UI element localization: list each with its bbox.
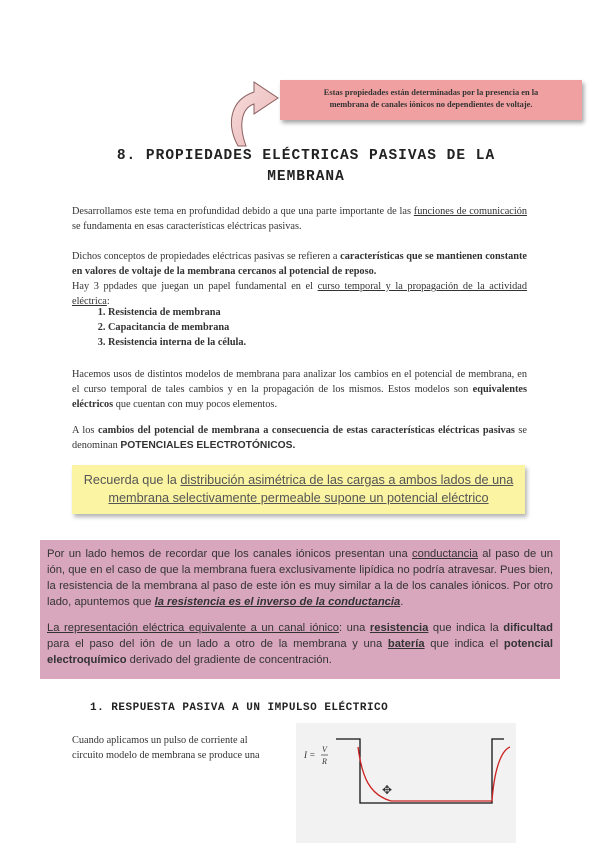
pink-text: al paso de un ión, que en el caso de que la membrana fuera exclusivamente lipídica no podría atravesar. Pues bien, la resistencia de la membrana al paso de este ión es muy similar a la de los canales iónicos. Por otro lado, apuntemos que (47, 548, 553, 608)
conductance-box (40, 540, 560, 679)
changes-bold: cambios del potencial de membrana a consecuencia de estas características eléctricas pasivas (97, 425, 515, 436)
list-item: 3. Resistencia interna de la célula. (108, 335, 246, 350)
list-item: 1. Resistencia de membrana (108, 305, 246, 320)
margin-note (280, 80, 582, 120)
pulse-line-2: circuito modelo de membrana se produce una (72, 750, 260, 761)
intro-text-b: se fundamenta en esas características eléctricas pasivas. (72, 221, 302, 232)
curved-arrow-icon (224, 78, 282, 154)
pink-text: : una (338, 622, 370, 634)
cursor-icon: ✥ (382, 783, 393, 797)
conductance-paragraph (47, 546, 553, 610)
current-pulse-trace (336, 739, 504, 803)
pink-text: derivado del gradiente de concentración. (126, 654, 332, 666)
pulse-paragraph (72, 733, 296, 763)
pulse-line-1: Cuando aplicamos un pulso de corriente al (72, 735, 248, 746)
note-line-2: membrana de canales iónicos no dependientes de voltaje. (329, 100, 533, 109)
changes-paragraph (72, 423, 527, 453)
concepts-bold: características que se mantienen constante en valores de voltaje de la membrana cercanos al potencial de reposo. (72, 251, 527, 277)
ppdades-text: Hay 3 ppdades que juegan un papel fundamental en el (72, 281, 318, 292)
models-bold: equivalentes eléctricos (72, 384, 527, 410)
pink-underlined: conductancia (412, 548, 478, 560)
pink-bold: dificultad (503, 622, 553, 634)
pink-text: Por un lado hemos de recordar que los canales iónicos presentan una (47, 548, 413, 560)
intro-paragraph (72, 204, 527, 234)
pink-text: que indica el (424, 638, 504, 650)
voltage-response-curve (358, 747, 510, 801)
intro-text-a: Desarrollamos este tema en profundidad debido a que una parte importante de las (72, 206, 414, 217)
models-text-b: que cuentan con muy pocos elementos. (113, 399, 278, 410)
title-line-1: 8. PROPIEDADES ELÉCTRICAS PASIVAS DE LA (116, 148, 496, 164)
ppdades-underlined: curso temporal y la propagación de la actividad eléctrica (72, 281, 528, 307)
pink-bold-italic: la resistencia es el inverso de la conductancia (154, 596, 401, 608)
pink-text: . (400, 596, 404, 608)
models-text-a: Hacemos usos de distintos modelos de membrana para analizar los cambios en el potencial de membrana, en el curso temporal de tales cambios y en la propagación de los mismos. Estos modelos son (72, 369, 527, 395)
concepts-text: Dichos conceptos de propiedades eléctricas pasivas se refieren a (72, 251, 341, 262)
pink-bold: resistencia (369, 622, 429, 634)
intro-underlined-phrase: funciones de comunicación (413, 206, 527, 217)
formula-lhs: I = (304, 750, 316, 760)
properties-list (84, 305, 246, 350)
pink-bold: batería (387, 638, 425, 650)
pink-underlined: La representación eléctrica equivalente a un canal iónico (47, 622, 339, 634)
list-item: 2. Capacitancia de membrana (108, 320, 246, 335)
pink-text: para el paso del ión de un lado a otro de la membrana y una (47, 638, 388, 650)
changes-text-a: A los (72, 425, 98, 436)
reminder-box (72, 465, 525, 514)
page-title (60, 146, 552, 188)
membrane-response-figure (296, 723, 516, 843)
reminder-text: Recuerda que la (83, 473, 181, 487)
ppdades-colon: : (106, 296, 110, 307)
pink-text: que indica la (428, 622, 504, 634)
formula-numerator: V (322, 745, 327, 754)
representation-paragraph (47, 620, 553, 668)
reminder-underlined: distribución asimétrica de las cargas a ambos lados de una membrana selectivamente permeable supone un potencial eléctrico (108, 473, 514, 505)
note-line-1: Estas propiedades están determinadas por la presencia en la (323, 88, 539, 97)
title-line-2: MEMBRANA (267, 169, 345, 185)
models-paragraph (72, 367, 527, 412)
concepts-paragraph (72, 249, 527, 309)
changes-text-b: se denominan (72, 425, 527, 451)
changes-caps: POTENCIALES ELECTROTÓNICOS. (120, 440, 296, 451)
pink-bold: potencial electroquímico (47, 638, 554, 666)
formula-denominator: R (322, 757, 327, 766)
section-heading: 1. RESPUESTA PASIVA A UN IMPULSO ELÉCTRICO (90, 702, 389, 714)
response-curve-graph (296, 723, 516, 843)
